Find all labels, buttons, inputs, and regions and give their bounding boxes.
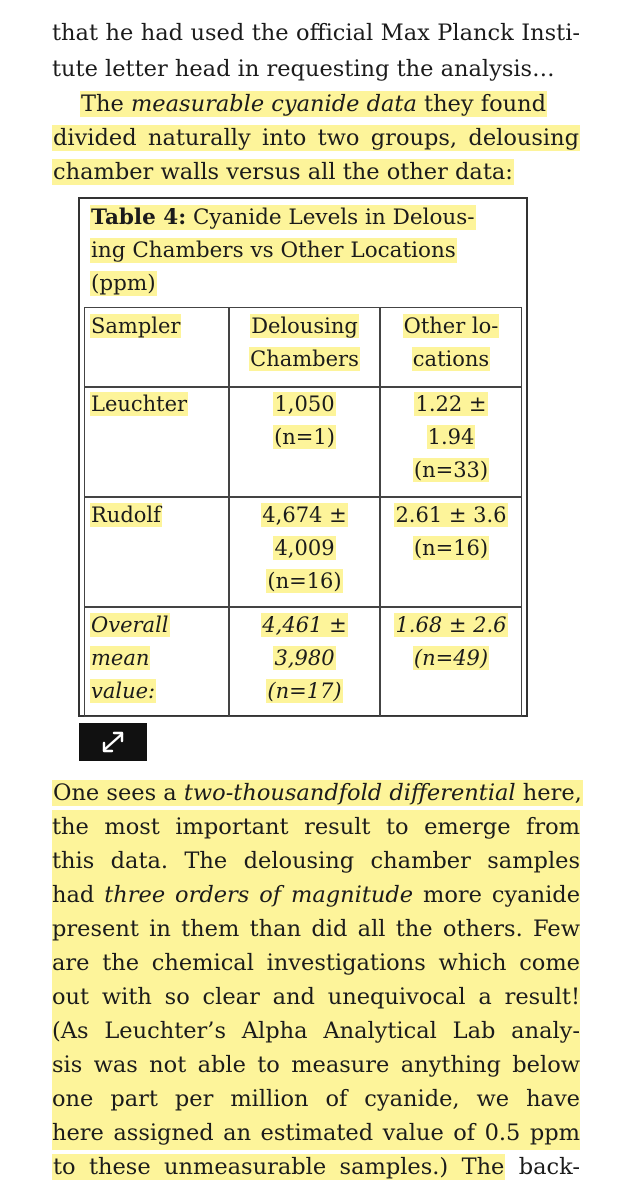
emphasis-text: two-thousandfold differential xyxy=(183,780,516,806)
emphasis-text: measurable cyanide data xyxy=(130,91,417,117)
cell-value: (n=49) xyxy=(413,646,489,670)
cell-value: (n=1) xyxy=(274,425,335,449)
body-line-1 xyxy=(52,776,580,810)
intro-line-3 xyxy=(52,87,580,121)
header-delousing xyxy=(229,310,380,376)
header-text: Delousing xyxy=(251,314,358,338)
cell-value: 4,461 ± xyxy=(262,613,347,637)
sampler-overall-mean xyxy=(90,609,170,708)
text: they found xyxy=(416,91,546,117)
header-text: cations xyxy=(412,347,490,371)
table-title-part: Cyanide Levels in Delous- xyxy=(186,205,475,230)
intro-line-5 xyxy=(52,155,580,189)
table-title-line-2: ing Chambers vs Other Locations xyxy=(91,238,456,263)
text: One sees a xyxy=(53,780,184,806)
cell-value: 4,674 ± xyxy=(262,503,347,527)
intro-line-4 xyxy=(52,121,580,155)
body-line-7: out with so clear and unequivocal a result! xyxy=(52,980,580,1014)
text: back- xyxy=(505,1154,581,1180)
cell-value: value: xyxy=(91,679,156,703)
body-line-8: (As Leuchter’s Alpha Analytical Lab analy- xyxy=(52,1014,580,1048)
cell-value: Leuchter xyxy=(91,392,188,416)
cell-value: 2.61 ± 3.6 xyxy=(395,503,507,527)
mean-delousing-value xyxy=(229,609,380,708)
header-text: Chambers xyxy=(250,347,359,371)
emphasis-text: three orders of magnitude xyxy=(104,882,414,908)
rudolf-other-value xyxy=(380,499,522,565)
cell-value: (n=17) xyxy=(267,679,342,703)
rudolf-delousing-value xyxy=(229,499,380,598)
expand-arrows-icon xyxy=(99,729,127,755)
cell-value: (n=33) xyxy=(413,458,489,482)
body-line-3: this data. The delousing chamber samples xyxy=(52,844,580,878)
table-label: Table 4: xyxy=(91,205,187,230)
expand-table-button[interactable] xyxy=(79,723,147,761)
cell-value: 1.22 ± xyxy=(415,392,487,416)
body-line-12 xyxy=(52,1150,580,1184)
sampler-leuchter xyxy=(90,388,188,421)
body-line-6: are the chemical investigations which come xyxy=(52,946,580,980)
sampler-rudolf xyxy=(90,499,162,532)
cell-value: 1,050 xyxy=(274,392,335,416)
leuchter-delousing-value xyxy=(229,388,380,454)
text: here, xyxy=(515,780,582,806)
highlighted-text: to these unmeasurable samples.) The xyxy=(53,1154,505,1180)
cell-value: 1.68 ± 2.6 xyxy=(395,613,507,637)
mean-other-value xyxy=(380,609,522,675)
leuchter-other-value xyxy=(380,388,522,487)
cell-value: 1.94 xyxy=(427,425,475,449)
body-line-11: here assigned an estimated value of 0.5 ppm xyxy=(52,1116,580,1150)
body-line-4 xyxy=(52,878,580,912)
text: The xyxy=(81,91,131,117)
header-sampler xyxy=(90,310,181,343)
cell-value: (n=16) xyxy=(413,536,489,560)
text: more cyanide xyxy=(413,882,581,908)
intro-line-1: that he had used the official Max Planck Insti- xyxy=(52,20,580,46)
cell-value: 3,980 xyxy=(274,646,335,670)
table-caption xyxy=(90,201,520,300)
header-text: Other lo- xyxy=(403,314,499,338)
intro-line-2: tute letter head in requesting the analysis… xyxy=(52,56,555,82)
cell-value: mean xyxy=(91,646,150,670)
intro-line-5-text: chamber walls versus all the other data: xyxy=(53,159,513,185)
body-line-5: present in them than did all the others. Few xyxy=(52,912,580,946)
body-line-9: sis was not able to measure anything below xyxy=(52,1048,580,1082)
body-line-2: the most important result to emerge from xyxy=(52,810,580,844)
cell-value: Rudolf xyxy=(91,503,161,527)
text: had xyxy=(52,882,105,908)
table-title-line-3: (ppm) xyxy=(91,271,156,296)
body-line-10: one part per million of cyanide, we have xyxy=(52,1082,580,1116)
header-other xyxy=(380,310,522,376)
intro-line-4-text: divided naturally into two groups, delousing xyxy=(53,125,579,151)
cell-value: (n=16) xyxy=(267,569,342,593)
cell-value: Overall xyxy=(91,613,169,637)
header-text: Sampler xyxy=(91,314,181,338)
cell-value: 4,009 xyxy=(274,536,335,560)
